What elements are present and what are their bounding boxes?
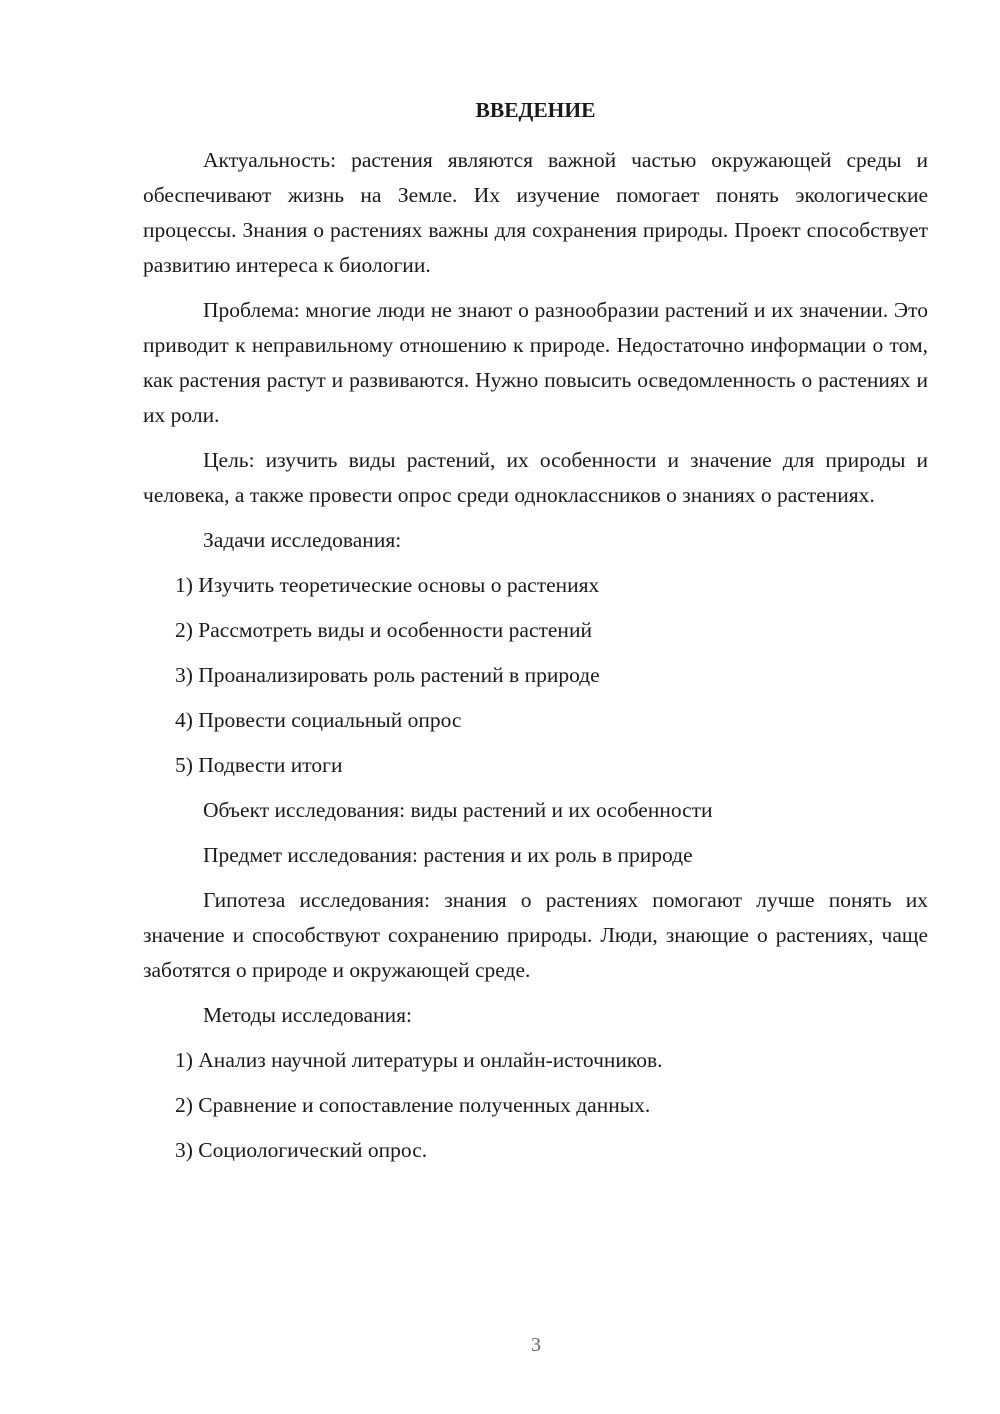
relevance-paragraph: Актуальность: растения являются важной частью окружающей среды и обеспечивают жизнь на Земле. Их изучение помогает понять экологические процессы. Знания о растениях важны для сохранения природы. Проект способствует развитию интереса к биологии.	[143, 148, 928, 277]
tasks-list	[143, 568, 928, 783]
list-item: 2) Сравнение и сопоставление полученных данных.	[175, 1093, 651, 1117]
hypothesis-paragraph: Гипотеза исследования: знания о растениях помогают лучше понять их значение и способствуют сохранению природы. Люди, знающие о растениях, чаще заботятся о природе и окружающей среде.	[143, 888, 928, 982]
methods-list	[143, 1043, 928, 1168]
object-line: Объект исследования: виды растений и их особенности	[203, 798, 713, 822]
subject-line: Предмет исследования: растения и их роль в природе	[203, 843, 693, 867]
list-item: 1) Изучить теоретические основы о растениях	[175, 573, 600, 597]
list-item: 4) Провести социальный опрос	[175, 708, 462, 732]
list-item: 3) Социологический опрос.	[175, 1138, 428, 1162]
list-item: 5) Подвести итоги	[175, 753, 343, 777]
problem-paragraph: Проблема: многие люди не знают о разнообразии растений и их значении. Это приводит к неправильному отношению к природе. Недостаточно информации о том, как растения растут и развиваются. Нужно повысить осведомленность о растениях и их роли.	[143, 298, 928, 427]
list-item: 2) Рассмотреть виды и особенности растений	[175, 618, 592, 642]
section-title: ВВЕДЕНИЕ	[475, 98, 596, 122]
list-item: 3) Проанализировать роль растений в природе	[175, 663, 600, 687]
page-number: 3	[531, 1334, 541, 1356]
document-page	[143, 95, 928, 1178]
goal-paragraph: Цель: изучить виды растений, их особенности и значение для природы и человека, а также провести опрос среди одноклассников о знаниях о растениях.	[143, 448, 928, 507]
methods-heading: Методы исследования:	[203, 1003, 412, 1027]
tasks-heading: Задачи исследования:	[203, 528, 402, 552]
list-item: 1) Анализ научной литературы и онлайн-источников.	[175, 1048, 663, 1072]
